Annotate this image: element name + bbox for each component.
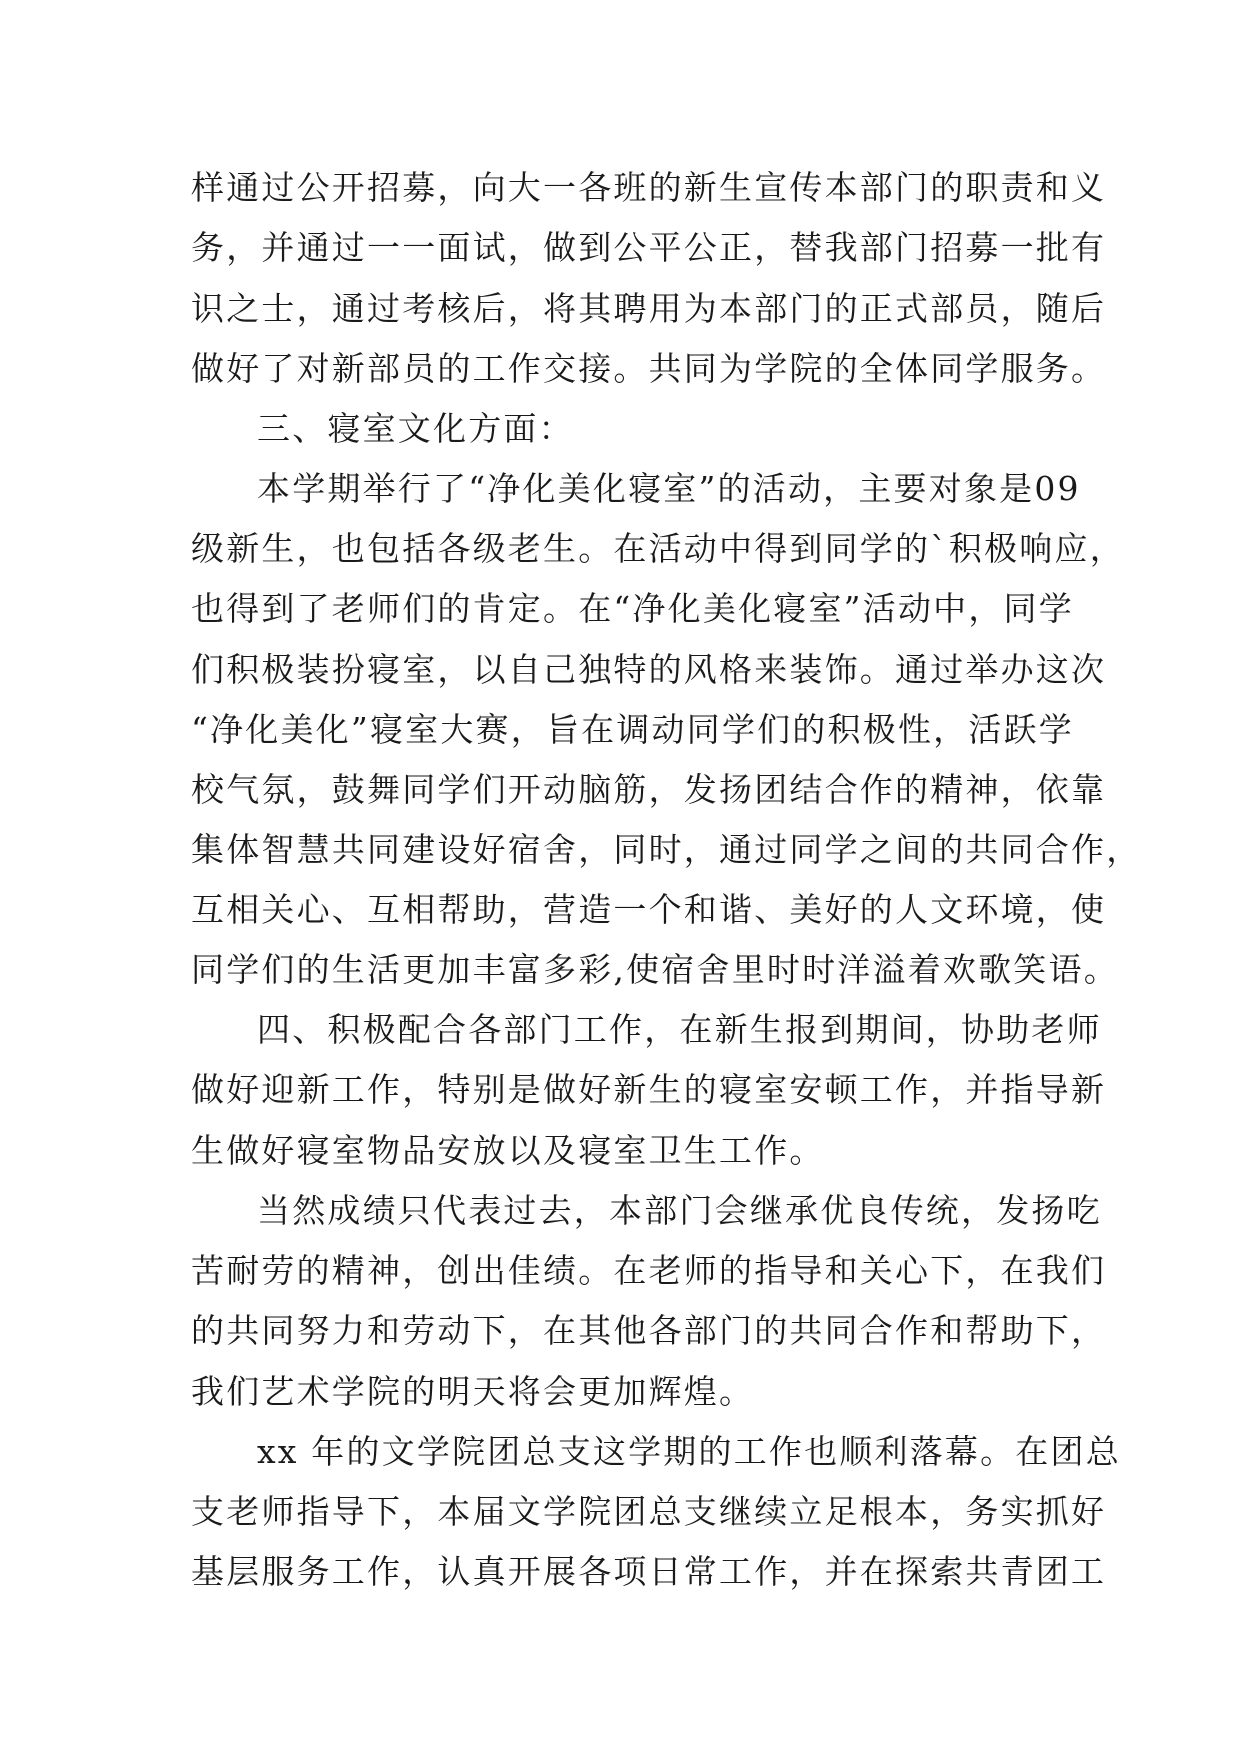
text-line: “净化美化”寝室大赛，旨在调动同学们的积极性，活跃学: [191, 710, 1074, 749]
text-line: 当然成绩只代表过去，本部门会继承优良传统，发扬吃: [257, 1191, 1102, 1230]
text-line: 苦耐劳的精神，创出佳绩。在老师的指导和关心下，在我们: [191, 1251, 1107, 1290]
text-line: 识之士，通过考核后，将其聘用为本部门的正式部员，随后: [191, 289, 1107, 328]
text-line: 校气氛，鼓舞同学们开动脑筋，发扬团结合作的精神，依靠: [191, 770, 1107, 809]
text-line: xx 年的文学院团总支这学期的工作也顺利落幕。在团总: [257, 1432, 1121, 1471]
text-line: 做好了对新部员的工作交接。共同为学院的全体同学服务。: [191, 349, 1107, 388]
section-heading: 三、寝室文化方面：: [257, 409, 574, 448]
text-line: 也得到了老师们的肯定。在“净化美化寝室”活动中，同学: [191, 589, 1074, 628]
text-line: 支老师指导下，本届文学院团总支继续立足根本，务实抓好: [191, 1492, 1107, 1531]
text-line: 样通过公开招募，向大一各班的新生宣传本部门的职责和义: [191, 168, 1107, 207]
text-line: 互相关心、互相帮助，营造一个和谐、美好的人文环境，使: [191, 890, 1107, 929]
text-line: 同学们的生活更加丰富多彩,使宿舍里时时洋溢着欢歌笑语。: [191, 950, 1119, 989]
text-line: 生做好寝室物品安放以及寝室卫生工作。: [191, 1131, 825, 1170]
text-line: 四、积极配合各部门工作，在新生报到期间，协助老师: [257, 1010, 1102, 1049]
text-line: 本学期举行了“净化美化寝室”的活动，主要对象是09: [257, 469, 1081, 508]
text-line: 基层服务工作，认真开展各项日常工作，并在探索共青团工: [191, 1552, 1107, 1591]
text-line: 们积极装扮寝室，以自己独特的风格来装饰。通过举办这次: [191, 650, 1107, 689]
text-line: 的共同努力和劳动下，在其他各部门的共同合作和帮助下，: [191, 1311, 1107, 1350]
text-line: 集体智慧共同建设好宿舍，同时，通过同学之间的共同合作，: [191, 830, 1142, 869]
text-line: 我们艺术学院的明天将会更加辉煌。: [191, 1372, 755, 1411]
text-line: 做好迎新工作，特别是做好新生的寝室安顿工作，并指导新: [191, 1070, 1107, 1109]
text-line: 级新生，也包括各级老生。在活动中得到同学的`积极响应，: [191, 529, 1125, 568]
text-line: 务，并通过一一面试，做到公平公正，替我部门招募一批有: [191, 228, 1107, 267]
